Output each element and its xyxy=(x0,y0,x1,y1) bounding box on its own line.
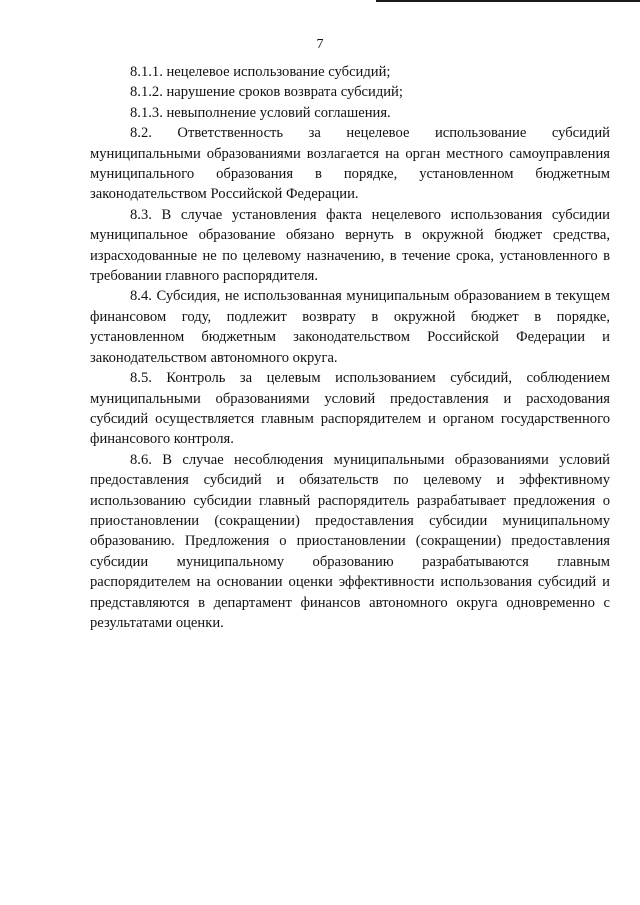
paragraph-8-6: 8.6. В случае несоблюдения муниципальными образованиями условий предоставления субсидий и обязательств по целевому и эффективному использованию субсидии главный распорядитель разрабатывает предложения о приостановлении (сокращении) предоставления субсидии муниципальному образованию. Предложения о приостановлении (сокращении) предоставления субсидии муниципальному образованию разрабатываются главным распорядителем на основании оценки эффективности использования субсидий и представляются в департамент финансов автономного округа одновременно с результатами оценки. xyxy=(90,451,610,631)
top-scan-rule xyxy=(376,0,640,2)
document-body xyxy=(90,62,610,633)
paragraph-8-1-1: 8.1.1. нецелевое использование субсидий; xyxy=(130,64,391,80)
paragraph-8-1-2: 8.1.2. нарушение сроков возврата субсидий; xyxy=(130,84,403,101)
paragraph-8-5: 8.5. Контроль за целевым использованием субсидий, соблюдением муниципальными образованиями условий предоставления и расходования субсидий осуществляется главным распорядителем и органом государственного финансового контроля. xyxy=(90,370,610,448)
paragraph-8-3: 8.3. В случае установления факта нецелевого использования субсидии муниципальное образование обязано вернуть в окружной бюджет средства, израсходованные не по целевому назначению, в течение срока, установленного в требовании главного распорядителя. xyxy=(90,206,610,285)
paragraph-8-2: 8.2. Ответственность за нецелевое использование субсидий муниципальными образованиями возлагается на орган местного самоуправления муниципального образования в порядке, установленном бюджетным законодательством Российской Федерации. xyxy=(90,125,610,203)
page-number: 7 xyxy=(316,37,324,52)
paragraph-8-4: 8.4. Субсидия, не использованная муниципальным образованием в текущем финансовом году, подлежит возврату в окружной бюджет в порядке, установленном бюджетным законодательством Российской Федерации и законодательством автономного округа. xyxy=(90,288,610,366)
paragraph-8-1-3: 8.1.3. невыполнение условий соглашения. xyxy=(130,104,391,121)
